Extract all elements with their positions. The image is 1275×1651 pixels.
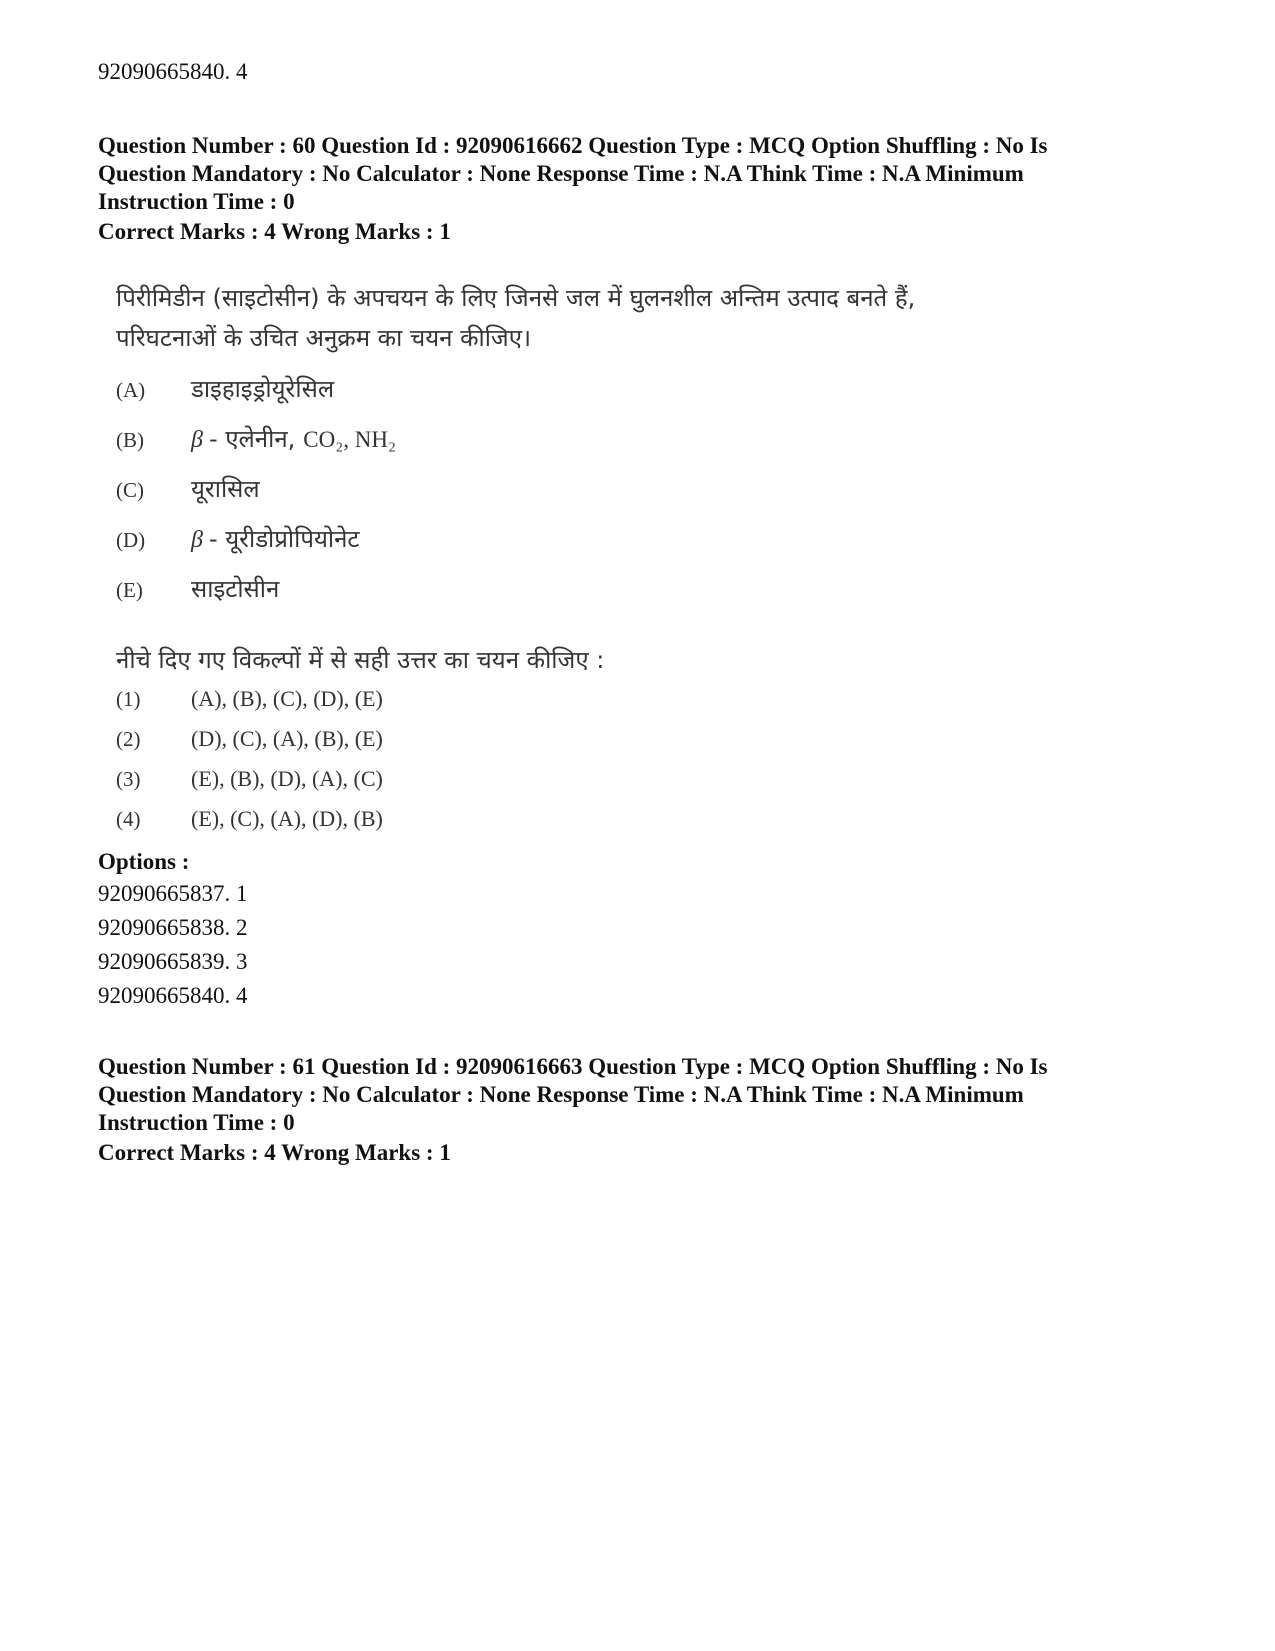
question-61-marks: Correct Marks : 4 Wrong Marks : 1 bbox=[98, 1140, 451, 1165]
answer-choice-text: (D), (C), (A), (B), (E) bbox=[191, 726, 383, 751]
question-header-line: Question Mandatory : No Calculator : None Response Time : N.A Think Time : N.A Minimum bbox=[98, 161, 1024, 186]
question-61-header bbox=[98, 1053, 1048, 1137]
question-60-marks: Correct Marks : 4 Wrong Marks : 1 bbox=[98, 219, 451, 244]
answer-choice-label: (3) bbox=[116, 767, 141, 791]
chemical-formula: CO₂, NH₂ bbox=[303, 427, 396, 452]
answer-choice-text: (E), (B), (D), (A), (C) bbox=[191, 766, 383, 791]
stem-line: पिरीमिडीन (साइटोसीन) के अपचयन के लिए जिनसे जल में घुलनशील अन्तिम उत्पाद बनते हैं, bbox=[116, 284, 916, 312]
question-header-line: Question Mandatory : No Calculator : None Response Time : N.A Think Time : N.A Minimum bbox=[98, 1082, 1024, 1107]
options-heading: Options : bbox=[98, 849, 190, 874]
question-header-line: Instruction Time : 0 bbox=[98, 1110, 295, 1135]
option-item: 92090665838. 2 bbox=[98, 915, 248, 940]
statement-label: (A) bbox=[116, 378, 146, 402]
answer-choice-list bbox=[116, 686, 1116, 846]
statement-list bbox=[116, 372, 1116, 622]
question-60-stem bbox=[116, 278, 1116, 358]
statement-text-main: - यूरीडोप्रोपियोनेट bbox=[208, 525, 360, 553]
answer-choice bbox=[116, 686, 1116, 726]
answer-choice-label: (2) bbox=[116, 727, 141, 751]
option-item: 92090665840. 4 bbox=[98, 983, 248, 1008]
question-header-line: Question Number : 60 Question Id : 92090616662 Question Type : MCQ Option Shuffling : No Is bbox=[98, 133, 1048, 158]
statement-text bbox=[191, 522, 360, 555]
previous-answer-line: 92090665840. 4 bbox=[98, 59, 248, 84]
beta-symbol: β bbox=[191, 527, 203, 553]
statement-text: साइटोसीन bbox=[191, 575, 280, 603]
statement-text-main: - एलेनीन, bbox=[208, 425, 296, 453]
statement-a bbox=[116, 372, 1116, 422]
answer-choice-text: (E), (C), (A), (D), (B) bbox=[191, 806, 383, 831]
statement-text: डाइहाइड्रोयूरेसिल bbox=[191, 375, 335, 403]
question-60-header bbox=[98, 132, 1048, 216]
statement-b bbox=[116, 422, 1116, 472]
statement-label: (C) bbox=[116, 478, 144, 502]
answer-choice-label: (4) bbox=[116, 807, 141, 831]
options-list bbox=[98, 880, 248, 1016]
answer-choice-text: (A), (B), (C), (D), (E) bbox=[191, 686, 383, 711]
answer-choice bbox=[116, 726, 1116, 766]
choose-prompt: नीचे दिए गए विकल्पों में से सही उत्तर का चयन कीजिए : bbox=[116, 646, 605, 674]
question-header-line: Instruction Time : 0 bbox=[98, 189, 295, 214]
stem-line: परिघटनाओं के उचित अनुक्रम का चयन कीजिए। bbox=[116, 324, 532, 352]
statement-text: यूरासिल bbox=[191, 475, 260, 503]
statement-label: (E) bbox=[116, 578, 143, 602]
statement-label: (B) bbox=[116, 428, 144, 452]
statement-label: (D) bbox=[116, 528, 146, 552]
statement-e bbox=[116, 572, 1116, 622]
statement-d bbox=[116, 522, 1116, 572]
answer-choice bbox=[116, 806, 1116, 846]
statement-c bbox=[116, 472, 1116, 522]
answer-choice-label: (1) bbox=[116, 687, 141, 711]
option-item: 92090665837. 1 bbox=[98, 881, 248, 906]
option-item: 92090665839. 3 bbox=[98, 949, 248, 974]
statement-text bbox=[191, 422, 396, 455]
question-header-line: Question Number : 61 Question Id : 92090616663 Question Type : MCQ Option Shuffling : No Is bbox=[98, 1054, 1048, 1079]
answer-choice bbox=[116, 766, 1116, 806]
beta-symbol: β bbox=[191, 427, 203, 453]
